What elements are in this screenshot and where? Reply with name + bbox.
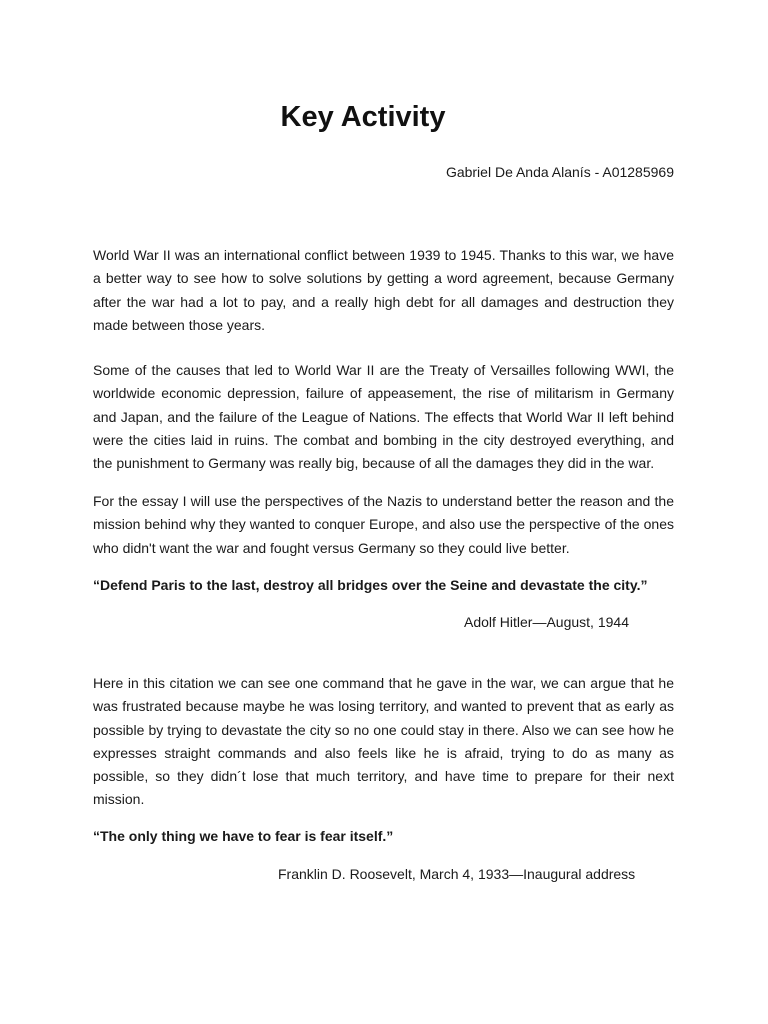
paragraph-intro: World War II was an international conflict between 1939 to 1945. Thanks to this war, we have a better way to see how to solve solutions by getting a word agreement, because Germany after the war had a lot to pay, and a really high debt for all damages and destruction they made between those years. (93, 247, 674, 333)
quote-roosevelt-attribution: Franklin D. Roosevelt, March 4, 1933—Inaugural address (278, 866, 636, 882)
paragraph-essay-plan: For the essay I will use the perspectives of the Nazis to understand better the reason and the mission behind why they wanted to conquer Europe, and also use the perspective of the ones who didn't want the war and fought versus Germany so they could live better. (93, 493, 674, 556)
document-title: Key Activity (280, 101, 446, 133)
quote-hitler-attribution: Adolf Hitler—August, 1944 (464, 614, 629, 630)
paragraph-causes: Some of the causes that led to World War II are the Treaty of Versailles following WWI, the worldwide economic depression, failure of appeasement, the rise of militarism in Germany and Japan, and the failure of the League of Nations. The effects that World War II left behind were the cities laid in ruins. The combat and bombing in the city destroyed everything, and the punishment to Germany was really big, because of all the damages they did in the war. (93, 362, 674, 472)
quote-hitler: “Defend Paris to the last, destroy all bridges over the Seine and devastate the city.” (93, 577, 648, 593)
paragraph-analysis: Here in this citation we can see one command that he gave in the war, we can argue that he was frustrated because maybe he was losing territory, and wanted to prevent that as early as possible by trying to devastate the city so no one could stay in there. Also we can see how he expresses straight commands and also feels like he is afraid, trying to do as many as possible, so they didn´t lose that much territory, and have time to prepare for their next mission. (93, 675, 674, 808)
quote-roosevelt: “The only thing we have to fear is fear itself.” (93, 828, 394, 844)
author-line: Gabriel De Anda Alanís - A01285969 (445, 164, 674, 180)
